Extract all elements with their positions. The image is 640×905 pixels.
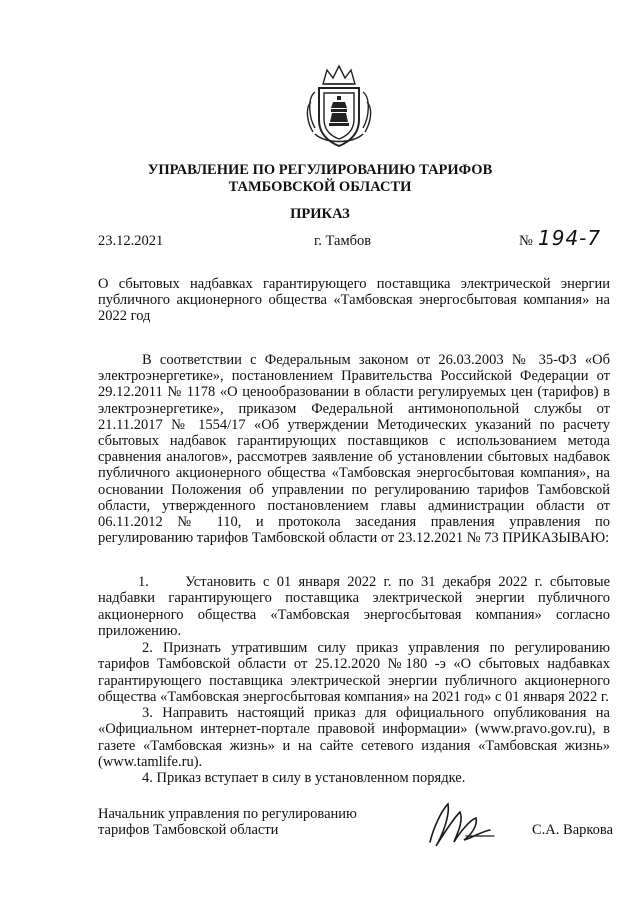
document-subject: О сбытовых надбавках гарантирующего поставщика электрической энергии публичного акционерного общества «Тамбовская энергосбытовая компания» на 2022 год xyxy=(98,276,610,324)
document-number-handwritten: 194-7 xyxy=(538,226,602,250)
agency-name-line2: ТАМБОВСКОЙ ОБЛАСТИ xyxy=(228,179,412,195)
preamble-text: В соответствии с Федеральным законом от 26.03.2003 № 35-ФЗ «Об электроэнергетике», постановлением Правительства Российской Федерации от 29.12.2011 № 1178 «О ценообразовании в области регулируемых цен (тарифов) в электроэнергетике», приказом Федеральной антимонопольной службы от 21.11.2017 № 1554/17 «Об утверждении Методических указаний по расчету сбытовых надбавок гарантирующих поставщиков с использованием метода сравнения аналогов», рассмотрев заявление об установлении сбытовых надбавок публичного акционерного общества «Тамбовская энергосбытовая компания», на основании Положения об управлении по регулированию тарифов Тамбовской области, утвержденного постановлением главы администрации области от 06.11.2012 № 110, и протокола заседания правления управления по регулированию тарифов Тамбовской области от 23.12.2021 № 73 ПРИКАЗЫВАЮ: xyxy=(98,352,610,547)
order-item xyxy=(98,574,610,639)
order-item-text: Признать утратившим силу приказ управления по регулированию тарифов Тамбовской области от 25.12.2020 №180 -э «О сбытовых надбавках гарантирующего поставщика электрической энергии публичного акционерного общества «Тамбовская энергосбытовая компания» на 2021 год» с 01 января 2022 г. xyxy=(98,640,610,705)
document-date: 23.12.2021 xyxy=(98,233,164,249)
order-item xyxy=(98,705,610,770)
document-city: г. Тамбов xyxy=(314,233,372,249)
preamble-paragraph xyxy=(98,352,610,546)
order-item xyxy=(98,640,610,705)
order-item-text: Направить настоящий приказ для официального опубликования на «Официальном интернет-портале правовой информации» (www.pravo.gov.ru), в газете «Тамбовская жизнь» и на сайте сетевого издания «Тамбовская жизнь» (www.tamlife.ru). xyxy=(98,705,610,770)
order-item-number: 2. xyxy=(142,640,153,656)
order-item-number: 3. xyxy=(142,705,153,721)
document-type: ПРИКАЗ xyxy=(290,206,350,222)
signature-icon xyxy=(420,796,500,852)
agency-name xyxy=(0,162,640,196)
signatory-title-line1: Начальник управления по регулированию xyxy=(98,806,357,822)
order-item-number: 4. xyxy=(142,770,153,786)
order-item-text: Установить с 01 января 2022 г. по 31 декабря 2022 г. сбытовые надбавки гарантирующего поставщика электрической энергии публичного акционерного общества «Тамбовская энергосбытовая компания» согласно приложению. xyxy=(98,574,611,639)
signatory-title-line2: тарифов Тамбовской области xyxy=(98,822,279,838)
emblem-icon xyxy=(301,62,377,150)
signer-name: С.А. Варкова xyxy=(532,822,614,838)
signatory-title xyxy=(98,806,357,838)
order-item xyxy=(98,770,610,786)
agency-name-line1: УПРАВЛЕНИЕ ПО РЕГУЛИРОВАНИЮ ТАРИФОВ xyxy=(147,162,493,178)
order-item-text: Приказ вступает в силу в установленном порядке. xyxy=(156,770,466,786)
order-item-number: 1. xyxy=(138,574,149,590)
document-number-label: № xyxy=(519,233,533,249)
